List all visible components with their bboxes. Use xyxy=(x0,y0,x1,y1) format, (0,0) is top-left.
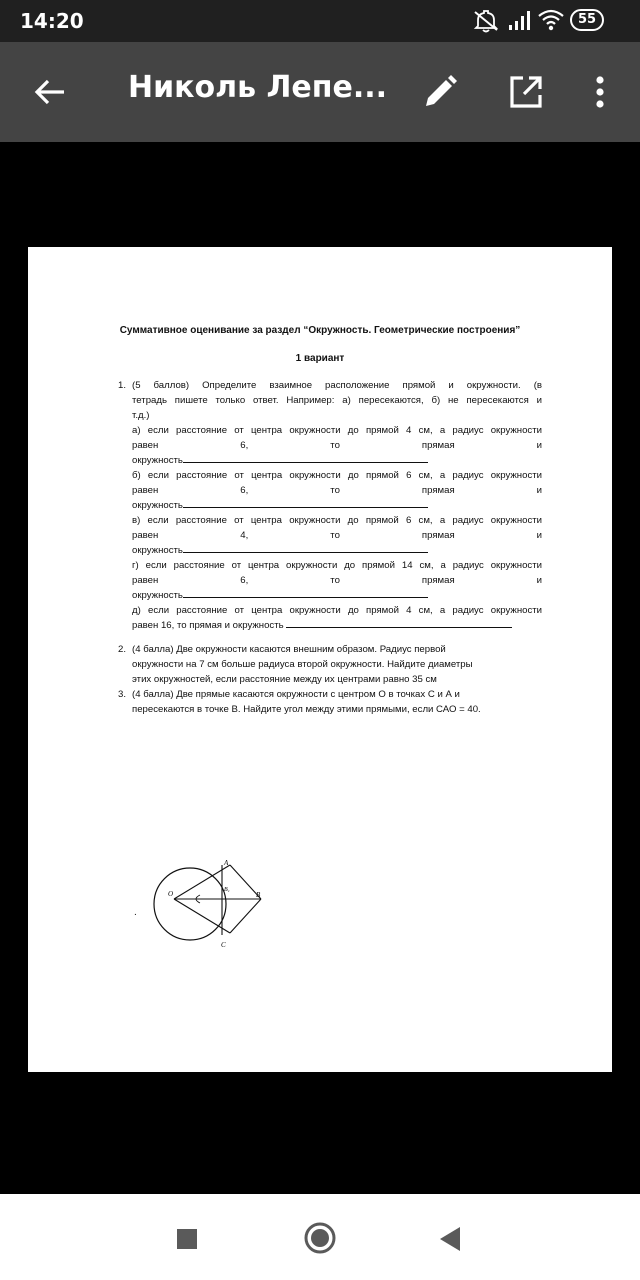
document-viewer[interactable] xyxy=(0,142,640,1194)
text-line: в) если расстояние от центра окружности до прямой 6 см, а радиус окружности xyxy=(132,515,542,526)
document-page xyxy=(28,247,612,1072)
answer-blank xyxy=(183,543,428,553)
answer-blank xyxy=(183,498,428,508)
doc-variant: 1 вариант xyxy=(295,353,345,364)
text-line: окружность xyxy=(132,588,542,603)
battery-icon: 55 xyxy=(570,9,604,31)
text-line: (4 балла) Две окружности касаются внешним образом. Радиус первой xyxy=(132,644,446,655)
text-line: окружность xyxy=(132,498,542,513)
edit-button[interactable] xyxy=(420,72,460,112)
text-line: т.д.) xyxy=(132,410,150,421)
back-triangle-icon xyxy=(438,1226,462,1252)
question-3 xyxy=(118,687,542,717)
geometry-figure xyxy=(136,859,266,954)
text-line: этих окружностей, если расстояние между их центрами равно 35 см xyxy=(132,674,437,685)
question-number: 3. xyxy=(118,689,127,700)
mute-icon xyxy=(472,9,500,38)
text-line: равен 4, то прямая и xyxy=(132,530,542,541)
question-1 xyxy=(118,378,542,633)
edit-pencil-icon xyxy=(420,72,460,112)
text-line: равен 6, то прямая и xyxy=(132,485,542,496)
more-vert-icon xyxy=(580,72,620,112)
back-button[interactable] xyxy=(30,72,70,112)
answer-blank xyxy=(183,588,428,598)
text-line: равен 6, то прямая и xyxy=(132,440,542,451)
text-line: (5 баллов) Определите взаимное расположение прямой и окружности. (в xyxy=(132,380,542,391)
recents-button[interactable] xyxy=(176,1228,198,1255)
more-options-button[interactable] xyxy=(580,72,620,112)
wifi-icon xyxy=(538,9,564,36)
label-a: A xyxy=(224,859,229,867)
back-arrow-icon xyxy=(30,72,70,112)
recents-square-icon xyxy=(176,1228,198,1250)
text-line: окружность xyxy=(132,453,542,468)
home-button[interactable] xyxy=(304,1222,336,1259)
back-nav-button[interactable] xyxy=(438,1226,462,1257)
text-line: д) если расстояние от центра окружности до прямой 4 см, а радиус окружности xyxy=(132,605,542,616)
status-icons xyxy=(472,9,622,33)
open-external-button[interactable] xyxy=(506,72,546,112)
answer-blank xyxy=(286,618,512,628)
question-number: 2. xyxy=(118,644,127,655)
label-c: C xyxy=(221,941,226,949)
figure-circle xyxy=(154,868,226,940)
question-number: 1. xyxy=(118,380,127,391)
status-bar xyxy=(0,0,640,42)
document-title: Николь Лепе... xyxy=(128,70,388,105)
text-line: окружности на 7 см больше радиуса второй окружности. Найдите диаметры xyxy=(132,659,473,670)
home-circle-icon xyxy=(304,1222,336,1254)
label-o: O xyxy=(168,890,174,898)
system-nav-bar xyxy=(0,1194,640,1280)
text-line: равен 6, то прямая и xyxy=(132,575,542,586)
text-line: тетрадь пишете только ответ. Например: а) пересекаются, б) не пересекаются и xyxy=(132,395,542,406)
trailing-dot: . xyxy=(134,907,137,918)
app-bar xyxy=(0,42,640,142)
signal-icon xyxy=(508,9,532,36)
text-line: б) если расстояние от центра окружности до прямой 6 см, а радиус окружности xyxy=(132,470,542,481)
question-2 xyxy=(118,642,542,687)
text-line: г) если расстояние от центра окружности до прямой 14 см, а радиус окружности xyxy=(132,560,542,571)
text-line: пересекаются в точке В. Найдите угол между этими прямыми, если САО = 40. xyxy=(132,704,481,715)
text-line: окружность xyxy=(132,543,542,558)
status-time: 14:20 xyxy=(20,9,84,33)
text-line: (4 балла) Две прямые касаются окружности с центром О в точках С и А и xyxy=(132,689,460,700)
tangent-bc xyxy=(230,899,261,933)
open-external-icon xyxy=(506,72,546,112)
text-line: равен 16, то прямая и окружность xyxy=(132,618,542,633)
label-b: B xyxy=(256,891,261,899)
answer-blank xyxy=(183,453,428,463)
label-b1: B₁ xyxy=(224,887,230,893)
text-line: а) если расстояние от центра окружности до прямой 4 см, а радиус окружности xyxy=(132,425,542,436)
doc-title: Суммативное оценивание за раздел “Окружность. Геометрические построения” xyxy=(119,325,521,336)
